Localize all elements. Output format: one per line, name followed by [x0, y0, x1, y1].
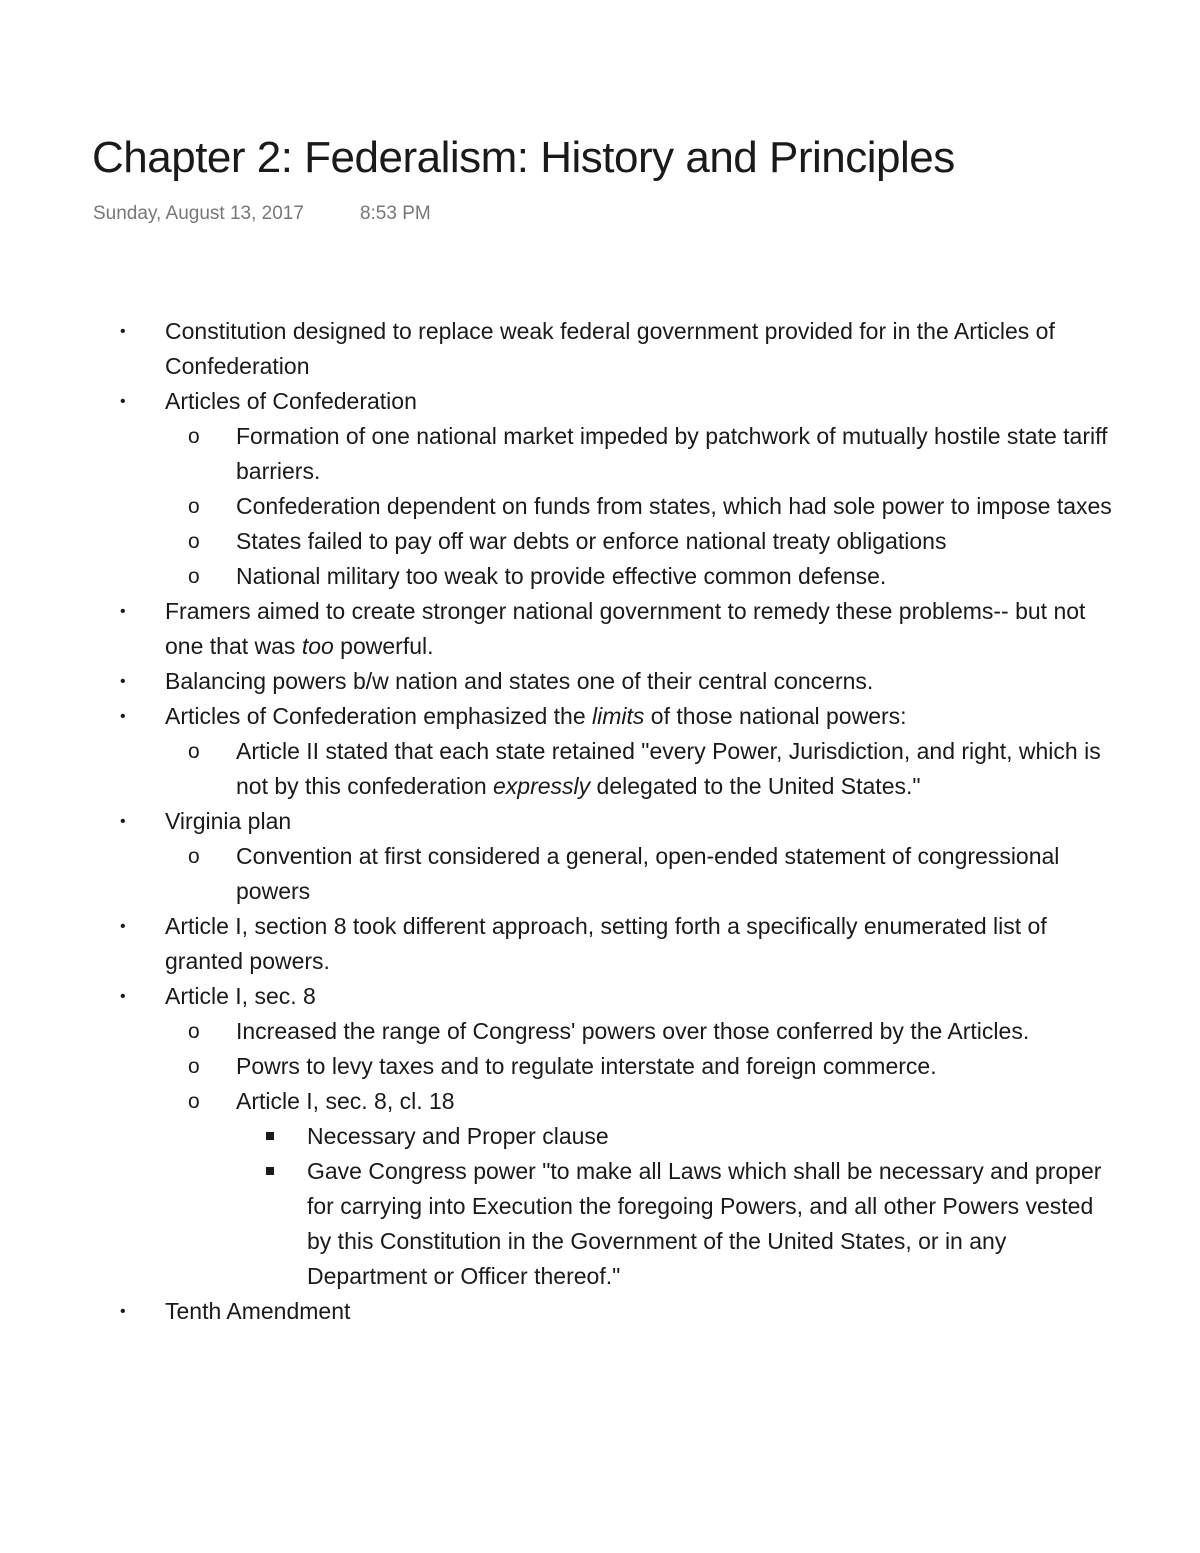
- list-item: [0, 839, 1116, 909]
- bullet-icon: •: [120, 708, 126, 725]
- circle-bullet-icon: o: [188, 1020, 200, 1043]
- note-time: 8:53 PM: [359, 203, 431, 224]
- list-item: [0, 314, 1125, 384]
- bullet-icon: •: [120, 323, 126, 340]
- list-item: [0, 1084, 1116, 1119]
- list-item: [0, 559, 1116, 594]
- bullet-icon: •: [120, 988, 126, 1005]
- circle-bullet-icon: o: [188, 1055, 200, 1078]
- list-item: [0, 489, 1116, 524]
- square-bullet-icon: [266, 1167, 274, 1175]
- list-item-text: [236, 738, 1101, 799]
- list-item: [0, 1154, 1107, 1294]
- list-item-text: [165, 703, 907, 729]
- bullet-icon: •: [120, 918, 126, 935]
- list-item: [0, 1014, 1116, 1049]
- list-item: [0, 1294, 1125, 1329]
- list-item-text: Powrs to levy taxes and to regulate interstate and foreign commerce.: [236, 1053, 937, 1079]
- bullet-icon: •: [120, 813, 126, 830]
- list-item-text: Constitution designed to replace weak federal government provided for in the Articles of Confederation: [165, 318, 1055, 379]
- list-item: [0, 699, 1125, 734]
- list-item-text: Articles of Confederation: [165, 388, 417, 414]
- list-item: [0, 594, 1125, 664]
- list-item-text: Article I, section 8 took different approach, setting forth a specifically enumerated list of granted powers.: [165, 913, 1047, 974]
- square-bullet-icon: [266, 1132, 274, 1140]
- list-item: [0, 979, 1125, 1014]
- list-item-text: [165, 598, 1085, 659]
- text-segment: Articles of Confederation emphasized the: [165, 703, 593, 729]
- bullet-icon: •: [120, 393, 126, 410]
- circle-bullet-icon: o: [188, 530, 200, 553]
- list-item: [0, 384, 1125, 419]
- list-item-text: Balancing powers b/w nation and states one of their central concerns.: [165, 668, 874, 694]
- list-item: [0, 909, 1125, 979]
- list-item: [0, 734, 1116, 804]
- list-item-text: States failed to pay off war debts or enforce national treaty obligations: [236, 528, 947, 554]
- circle-bullet-icon: o: [188, 1090, 200, 1113]
- circle-bullet-icon: o: [188, 425, 200, 448]
- list-item-text: Confederation dependent on funds from states, which had sole power to impose taxes: [236, 493, 1112, 519]
- list-item-text: Virginia plan: [165, 808, 292, 834]
- list-item-text: Increased the range of Congress' powers over those conferred by the Articles.: [236, 1018, 1030, 1044]
- text-segment: Framers aimed to create stronger national government to remedy these problems-- but not one that was: [165, 598, 1086, 659]
- list-item-text: Convention at first considered a general, open-ended statement of congressional powers: [236, 843, 1060, 904]
- text-segment: Article II stated that each state retained "every Power, Jurisdiction, and right, which is not by this confederation: [236, 738, 1101, 799]
- bullet-icon: •: [120, 1303, 126, 1320]
- list-item: [0, 524, 1116, 559]
- list-item-text: Article I, sec. 8, cl. 18: [236, 1088, 455, 1114]
- circle-bullet-icon: o: [188, 740, 200, 763]
- text-segment: of those national powers:: [644, 703, 907, 729]
- list-item-text: Formation of one national market impeded by patchwork of mutually hostile state tariff barriers.: [236, 423, 1108, 484]
- bullet-icon: •: [120, 673, 126, 690]
- note-timestamp: [93, 203, 431, 225]
- note-date: Sunday, August 13, 2017: [93, 203, 304, 224]
- emphasis-text: expressly: [493, 773, 591, 799]
- list-item: [0, 1049, 1116, 1084]
- emphasis-text: too: [301, 633, 334, 659]
- list-item: [0, 664, 1125, 699]
- list-item-text: Tenth Amendment: [165, 1298, 351, 1324]
- list-item: [0, 804, 1125, 839]
- text-segment: delegated to the United States.": [590, 773, 921, 799]
- list-item-text: Article I, sec. 8: [165, 983, 316, 1009]
- list-item: [0, 419, 1116, 489]
- text-segment: powerful.: [333, 633, 434, 659]
- bullet-icon: •: [120, 603, 126, 620]
- circle-bullet-icon: o: [188, 495, 200, 518]
- circle-bullet-icon: o: [188, 565, 200, 588]
- list-item-text: National military too weak to provide effective common defense.: [236, 563, 887, 589]
- page-title: Chapter 2: Federalism: History and Principles: [92, 133, 955, 182]
- list-item-text: Gave Congress power "to make all Laws which shall be necessary and proper for carrying into Execution the foregoing Powers, and all other Powers vested by this Constitution in the Government of the United States, or in any Department or Officer thereof.": [307, 1158, 1102, 1289]
- emphasis-text: limits: [592, 703, 645, 729]
- circle-bullet-icon: o: [188, 845, 200, 868]
- list-item-text: Necessary and Proper clause: [307, 1123, 609, 1149]
- list-item: [0, 1119, 1107, 1154]
- note-body: [0, 314, 1200, 1329]
